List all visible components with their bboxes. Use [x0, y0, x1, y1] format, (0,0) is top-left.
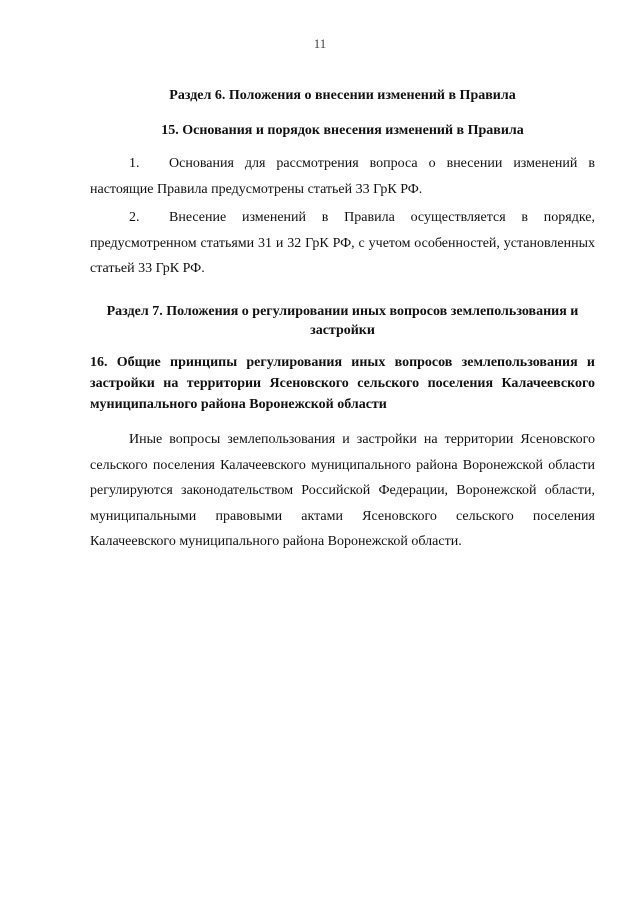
article-15-title: 15. Основания и порядок внесения изменений в Правила — [161, 123, 524, 138]
item-text: Основания для рассмотрения вопроса о внесении изменений в настоящие Правила предусмотрены статьей 33 ГрК РФ. — [90, 156, 595, 197]
section-7-title: Раздел 7. Положения о регулировании иных вопросов землепользования и застройки — [106, 304, 579, 338]
item-number: 1. — [129, 156, 140, 171]
item-number: 2. — [129, 210, 140, 225]
article-15-item-1 — [90, 151, 595, 202]
article-15-item-2 — [90, 205, 595, 282]
article-16-text: Иные вопросы землепользования и застройки на территории Ясеновского сельского поселения Калачеевского муниципального района Воронежской области регулируются законодательством Российской Федерации, Воронежской области, муниципальными правовыми актами Ясеновского сельского поселения Калачеевского муниципального района Воронежской области. — [90, 432, 595, 549]
section-6-title: Раздел 6. Положения о внесении изменений в Правила — [169, 88, 516, 103]
article-16-title: 16. Общие принципы регулирования иных вопросов землепользования и застройки на территории Ясеновского сельского поселения Калачеевского муниципального района Воронежской области — [90, 355, 595, 412]
page-number: 11 — [313, 36, 327, 51]
item-text: Внесение изменений в Правила осуществляется в порядке, предусмотренном статьями 31 и 32 ГрК РФ, с учетом особенностей, установленных статьей 33 ГрК РФ. — [90, 210, 595, 276]
